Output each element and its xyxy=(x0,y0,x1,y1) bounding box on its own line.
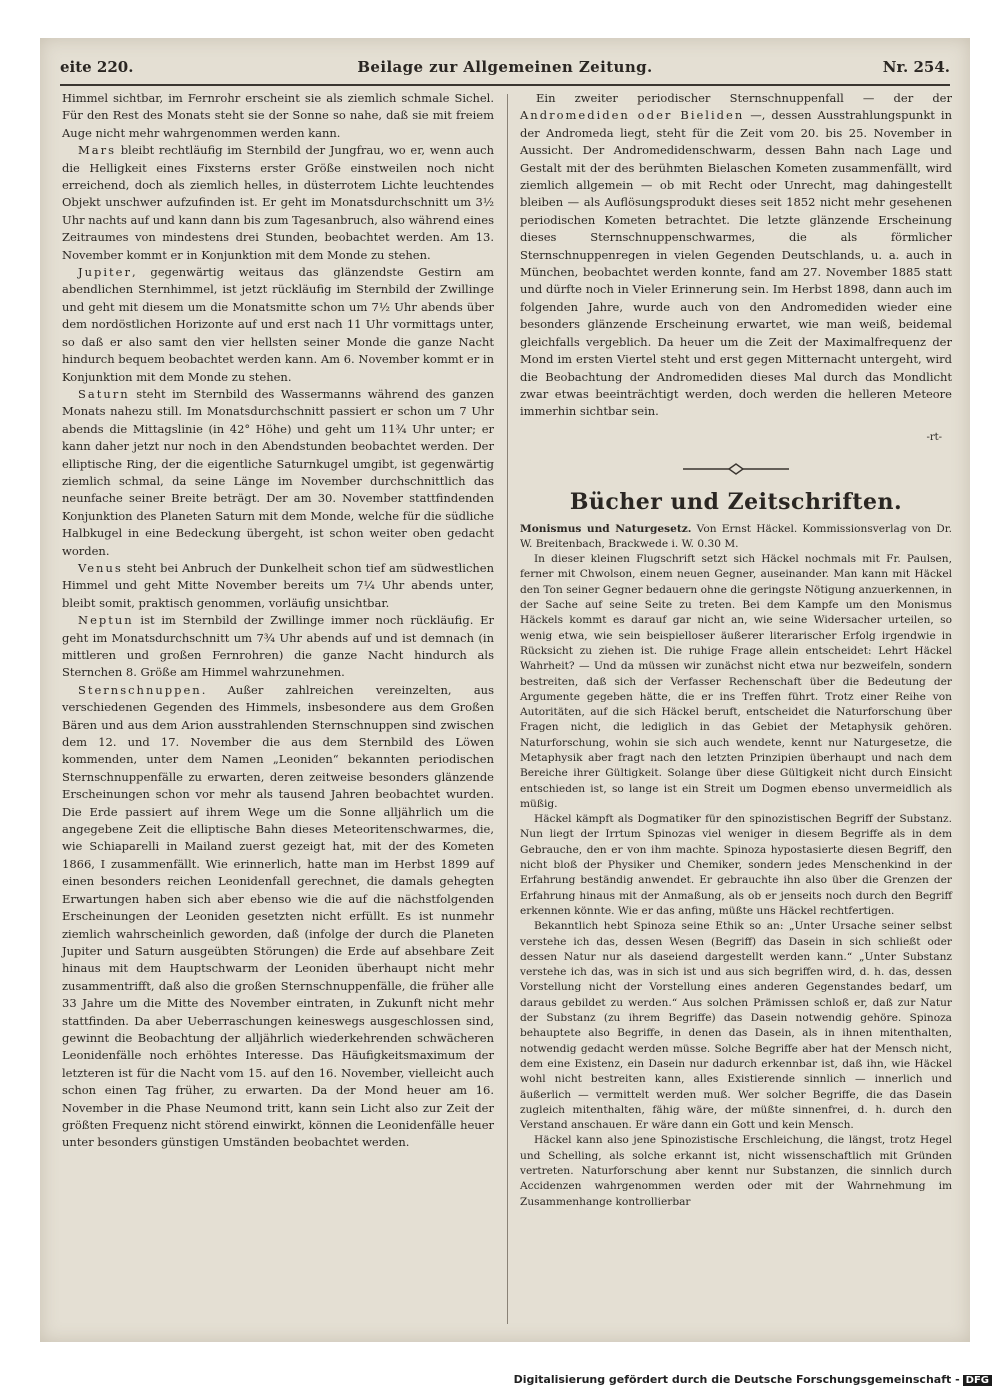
page-header xyxy=(60,54,950,82)
review-paragraph: Häckel kann also jene Spinozistische Erschleichung, die längst, trotz Hegel und Schelling, als solche erkannt ist, nicht wissenschaftlich mit Gründen vertreten. Naturforschung aber kennt nur Substanzen, die sinnlich durch Accidenzen wahrgenommen werden oder mit der Wahrnehmung im Zusammenhange kontrollierbar xyxy=(520,1134,952,1208)
newspaper-page xyxy=(40,38,970,1342)
header-rule xyxy=(60,84,950,86)
author-signature: -rt- xyxy=(926,431,942,443)
paragraph: Himmel sichtbar, im Fernrohr erscheint sie als ziemlich schmale Sichel. Für den Rest des Monats steht sie der Sonne so nahe, daß sie mit freiem Auge nicht mehr wahrgenommen werden kann. xyxy=(62,91,494,140)
book-review xyxy=(520,522,952,1210)
review-heading: Monismus und Naturgesetz. xyxy=(520,522,692,535)
issue-number: Nr. 254. xyxy=(882,58,950,76)
section-title: Bücher und Zeitschriften. xyxy=(569,489,903,516)
review-paragraph: Häckel kämpft als Dogmatiker für den spinozistischen Begriff der Substanz. Nun liegt der Irrtum Spinozas viel weniger in diesem Begriffe als in dem Gebrauche, den er von ihm machte. Spinoza hypostasierte diesen Begriff, den nicht bloß der Physiker und Chemiker, sondern jedes Menschenkind in der Erfahrung beständig anwendet. Er gebrauchte ihn also über die Grenzen der Erfahrung hinaus mit der Anmaßung, als ob er jenseits noch durch den Begriff erkennen könnte. Wie er das anfing, müßte uns Häckel rechtfertigen. xyxy=(520,813,952,917)
dfg-logo: DFG xyxy=(963,1375,992,1386)
paragraph-saturn: Saturn steht im Sternbild des Wassermanns während des ganzen Monats nahezu still. Im Monatsdurchschnitt passiert er schon um 7 Uhr abends die Mittagslinie (in 42° Höhe) und geht um 11¾ Uhr unter; er kann daher jetzt nur noch in den Abendstunden beobachtet werden. Der elliptische Ring, der die eigentliche Saturnkugel umgibt, ist gegenwärtig ziemlich schmal, da seine Länge im November durchschnittlich das neunfache seiner Breite beträgt. Der am 30. November stattfindenden Konjunktion des Planeten Saturn mit dem Monde, welche für die südliche Halbkugel in eine Bedeckung übergeht, ist schon weiter oben gedacht worden. xyxy=(62,386,494,558)
publication-title: Beilage zur Allgemeinen Zeitung. xyxy=(357,58,653,76)
digitization-credit: Digitalisierung gefördert durch die Deutsche Forschungsgemeinschaft - DFG xyxy=(514,1373,992,1386)
right-column xyxy=(520,90,952,1210)
review-citation: Monismus und Naturgesetz. Von Ernst Häckel. Kommissionsverlag von Dr. W. Breitenbach, Brackwede i. W. 0.30 M. xyxy=(520,522,952,550)
paragraph-andromediden: Ein zweiter periodischer Sternschnuppenfall — der der Andromediden oder Bieliden —, dessen Ausstrahlungspunkt in der Andromeda liegt, steht für die Zeit vom 20. bis 25. November in Aussicht. Der Andromedidenschwarm, dessen Bahn nach Lage und Gestalt mit der des berühmten Bielaschen Kometen zusammenfällt, wird ziemlich allgemein — ob mit Recht oder Unrecht, mag dahingestellt bleiben — als Auflösungsprodukt dieses seit 1852 nicht mehr gesehenen periodischen Kometen betrachtet. Die letzte glänzende Erscheinung dieses Sternschnuppenschwarmes, die als förmlicher Sternschnuppenregen in vielen Gegenden Deutschlands, u. a. auch in München, beobachtet werden konnte, fand am 27. November 1885 statt und dürfte noch in Vieler Erinnerung sein. Im Herbst 1898, dann auch im folgenden Jahre, wurde auch von den Andromediden wieder eine besonders glänzende Erscheinung erwartet, wie man weiß, beidemal gleichfalls vergeblich. Da heuer um die Zeit der Maximalfrequenz der Mond im ersten Viertel steht und erst gegen Mitternacht untergeht, wird die Beobachtung der Andromediden dieses Mal durch das Mondlicht zwar etwas beeinträchtigt werden, doch werden die helleren Meteore immerhin sichtbar sein. xyxy=(520,91,952,419)
review-paragraph: In dieser kleinen Flugschrift setzt sich Häckel nochmals mit Fr. Paulsen, ferner mit Chwolson, einem neuen Gegner, auseinander. Man kann mit Häckel den Ton seiner Gegner bedauern ohne die geringste Nötigung anzuerkennen, in der Sache auf seine Seite zu treten. Bei dem Kampfe um den Monismus Häckels kommt es darauf gar nicht an, wie seine Widersacher urteilen, so wenig etwa, wie sein beispielloser äußerer literarischer Erfolg irgendwie in Rücksicht zu ziehen ist. Die ruhige Frage allein entscheidet: Lehrt Häckel Wahrheit? — Und da müssen wir zunächst nicht etwa nur bezweifeln, sondern bestreiten, daß sich der Verfasser Rechenschaft über die Bedeutung der Argumente gegeben hätte, die er ins Treffen führt. Trotz einer Reihe von Autoritäten, auf die sich Häckel beruft, entscheidet die Naturforschung über Fragen nicht, die lediglich in das Gebiet der Metaphysik gehören. Naturforschung, wohin sie sich auch wendete, kennt nur Naturgesetze, die Metaphysik aber fragt nach den letzten Prinzipien überhaupt und nach dem Bereiche ihrer Gültigkeit. Solange über diese Gültigkeit nicht durch Einsicht entschieden ist, so lange ist ein Streit um Dogmen ebenso unvermeidlich als müßig. xyxy=(520,553,952,810)
left-column xyxy=(62,90,494,1152)
page-number: eite 220. xyxy=(60,58,134,76)
paragraph-mars: Mars bleibt rechtläufig im Sternbild der Jungfrau, wo er, wenn auch die Helligkeit eines Fixsterns erster Größe einstweilen noch nicht erreichend, doch als ziemlich helles, in düsterrotem Lichte leuchtendes Objekt unschwer aufzufinden ist. Er geht im Monatsdurchschnitt um 3½ Uhr nachts auf und kann dann bis zum Tagesanbruch, also während eines Zeitraumes von mindestens drei Stunden, beobachtet werden. Am 13. November kommt er in Konjunktion mit dem Monde zu stehen. xyxy=(62,143,494,262)
column-divider xyxy=(507,94,508,1324)
paragraph-jupiter: Jupiter, gegenwärtig weitaus das glänzendste Gestirn am abendlichen Sternhimmel, ist jetzt rückläufig im Sternbild der Zwillinge und geht mit diesem um die Monatsmitte schon um 7½ Uhr abends über dem nordöstlichen Horizonte auf und erst nach 11 Uhr vormittags unter, so daß er also samt den vier hellsten seiner Monde die ganze Nacht hindurch bequem beobachtet werden kann. Am 6. November kommt er in Konjunktion mit dem Monde zu stehen. xyxy=(62,265,494,384)
ornament-divider xyxy=(681,462,791,476)
paragraph-venus: Venus steht bei Anbruch der Dunkelheit schon tief am südwestlichen Himmel und geht Mitte November bereits um 7¼ Uhr abends unter, bleibt somit, praktisch genommen, vorläufig unsichtbar. xyxy=(62,560,494,610)
review-paragraph: Bekanntlich hebt Spinoza seine Ethik so an: „Unter Ursache seiner selbst verstehe ich das, dessen Wesen (Begriff) das Dasein in sich schließt oder dessen Natur nur als daseiend dargestellt werden kann.“ „Unter Substanz verstehe ich das, was in sich ist und aus sich begriffen wird, d. h. das, dessen Vorstellung nicht der Vorstellung eines anderen Gegenstandes bedarf, um daraus gebildet zu werden.“ Aus solchen Prämissen schloß er, daß zur Natur der Substanz (zu ihrem Begriffe) das Dasein notwendig gehöre. Spinoza behauptete also Begriffe, in denen das Dasein, als in ihnen mitenthalten, notwendig gedacht werden müsse. Solche Begriffe aber hat der Mensch nicht, dem eine Existenz, ein Dasein nur dadurch erkennbar ist, daß ihn, wie Häckel wohl nicht bestreiten kann, alles Existierende sinnlich — innerlich und äußerlich — vermittelt werden muß. Wer solcher Begriffe, die das Dasein zugleich mitenthalten, fähig wäre, der müßte sinnenfrei, d. h. durch den Verstand anschauen. Er wäre dann ein Gott und kein Mensch. xyxy=(520,920,952,1132)
paragraph-sternschnuppen: Sternschnuppen. Außer zahlreichen vereinzelten, aus verschiedenen Gegenden des Himmels, insbesondere aus dem Großen Bären und aus dem Arion ausstrahlenden Sternschnuppen sind zwischen dem 12. und 17. November die aus dem Sternbild des Löwen kommenden, unter dem Namen „Leoniden“ bekannten periodischen Sternschnuppenfälle zu erwarten, deren zeitweise besonders glänzende Erscheinungen schon vor mehr als tausend Jahren beobachtet wurden. Die Erde passiert auf ihrem Wege um die Sonne alljährlich um die angegebene Zeit die elliptische Bahn dieses Meteoritenschwarmes, die, wie Schiaparelli in Mailand zuerst gezeigt hat, mit der des Kometen 1866, I zusammenfällt. Wie erinnerlich, hatte man im Herbst 1899 auf einen besonders reichen Leonidenfall gerechnet, die damals gehegten Erwartungen haben sich aber ebenso wie die auf die nächstfolgenden Erscheinungen der Leoniden gesetzten nicht erfüllt. Es ist nunmehr ziemlich wahrscheinlich geworden, daß (infolge der durch die Planeten Jupiter und Saturn ausgeübten Störungen) die Erde auf absehbare Zeit hinaus mit dem Hauptschwarm der Leoniden überhaupt nicht mehr zusammentrifft, daß also die großen Sternschnuppenfälle, die früher alle 33 Jahre um die Mitte des November eintraten, in Zukunft nicht mehr stattfinden. Da aber Ueberraschungen keineswegs ausgeschlossen sind, gewinnt die Beobachtung der alljährlich wiederkehrenden schwächeren Leonidenfälle noch erhöhtes Interesse. Das Häufigkeitsmaximum der letzteren ist für die Nacht vom 15. auf den 16. November, vielleicht auch schon einen Tag früher, zu erwarten. Da der Mond heuer am 16. November in die Phase Neumond tritt, kann sein Licht also zur Zeit der größten Frequenz nicht störend einwirkt, können die Leonidenfälle heuer unter besonders günstigen Umständen beobachtet werden. xyxy=(62,682,494,1150)
paragraph-neptun: Neptun ist im Sternbild der Zwillinge immer noch rückläufig. Er geht im Monatsdurchschnitt um 7¾ Uhr abends auf und ist demnach (in mittleren und großen Fernrohren) die ganze Nacht hindurch als Sternchen 8. Größe am Himmel wahrzunehmen. xyxy=(62,613,494,680)
